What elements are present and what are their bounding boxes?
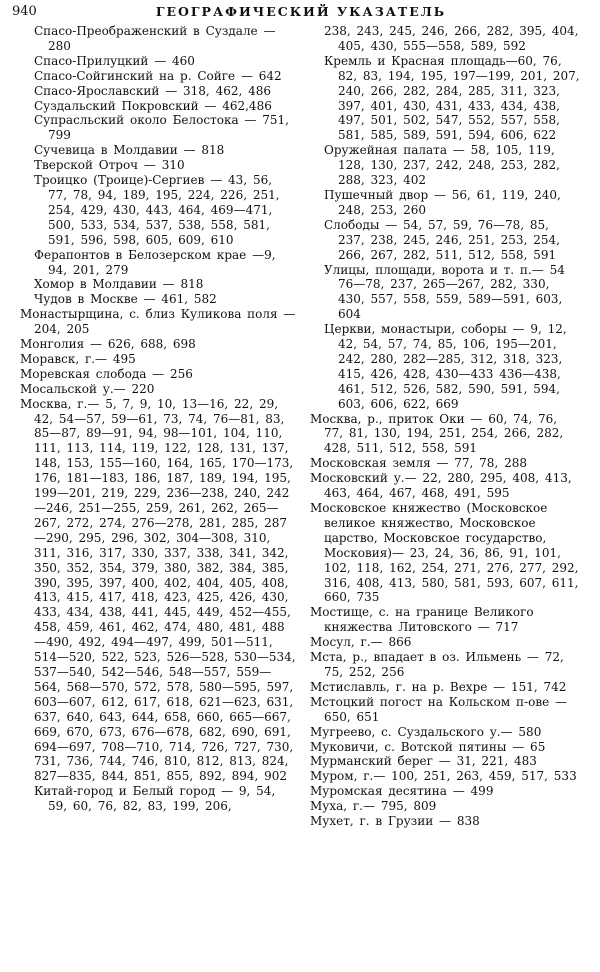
index-entry: Чудов в Москве — 461, 582 <box>34 292 217 307</box>
index-entry: Москва, г.— 5, 7, 9, 10, 13—16, 22, 29, 42, 54—57, 59—61, 73, 74, 76—81, 83, 85—87, 89—91, 94, 98—101, 104, 110, 111, 113, 114, 119, 122, 128, 131, 137, 148, 153, 155—160, 164, 165, 170—173, 176, 181—183, 186, 187, 189, 194, 195, 199—201, 219, 229, 236—238, 240, 242—246, 251—255, 259, 261, 262, 265—267, 272, 274, 276—278, 281, 285, 287—290, 295, 296, 302, 304—308, 310, 311, 316, 317, 330, 337, 338, 341, 342, 350, 352, 354, 379, 380, 382, 384, 385, 390, 395, 397, 400, 402, 404, 405, 408, 413, 415, 417, 418, 423, 425, 426, 430, 433, 434, 438, 441, 445, 449, 452—455, 458, 459, 461, 462, 474, 480, 481, 488—490, 492, 494—497, 499, 501—511, 514—520, 522, 523, 526—528, 530—534, 537—540, 542—546, 548—557, 559—564, 568—570, 572, 578, 580—595, 597, 603—607, 612, 617, 618, 621—623, 631, 637, 640, 643, 644, 658, 660, 665—667, 669, 670, 673, 676—678, 682, 690, 691, 694—697, 708—710, 714, 726, 727, 730, 731, 736, 744, 746, 810, 812, 813, 824, 827—835, 844, 851, 855, 892, 894, 902 <box>20 396 296 784</box>
index-entry: Пушечный двор — 56, 61, 119, 240, 248, 253, 260 <box>324 187 561 217</box>
index-entry: Муромская десятина — 499 <box>310 784 494 799</box>
index-entry: Моревская слобода — 256 <box>20 366 193 381</box>
index-entry: Мстоцкий погост на Кольском п-ове — 650, 651 <box>310 694 567 724</box>
page-number: 940 <box>12 4 37 19</box>
index-entry: Ферапонтов в Белозерском крае —9, 94, 201, 279 <box>34 247 276 277</box>
index-entry: Московская земля — 77, 78, 288 <box>310 456 527 471</box>
index-entry: Мосальской у.— 220 <box>20 381 155 396</box>
index-entry: Мостище, с. на границе Великого княжества Литовского — 717 <box>310 605 534 635</box>
index-entry: Слободы — 54, 57, 59, 76—78, 85, 237, 238, 245, 246, 251, 253, 254, 266, 267, 282, 511, 512, 558, 591 <box>324 217 560 262</box>
index-entry: Муковичи, с. Вотской пятины — 65 <box>310 739 546 754</box>
index-entry: Мурманский берег — 31, 221, 483 <box>310 754 537 769</box>
index-entry: Мстиславль, г. на р. Вехре — 151, 742 <box>310 679 567 694</box>
index-entry: Спасо-Ярославский — 318, 462, 486 <box>34 83 272 98</box>
index-entry: Мста, р., впадает в оз. Ильмень — 72, 75, 252, 256 <box>310 650 564 679</box>
index-entry: Муха, г.— 795, 809 <box>310 799 437 814</box>
index-column-right <box>310 24 580 964</box>
index-entry: Оружейная палата — 58, 105, 119, 128, 130, 237, 242, 248, 253, 282, 288, 323, 402 <box>324 143 560 188</box>
index-entry: Спасо-Преображенский в Суздале — 280 <box>34 24 276 53</box>
index-entry: Кремль и Красная площадь—60, 76, 82, 83, 194, 195, 197—199, 201, 207, 240, 266, 282, 284, 285, 311, 323, 397, 401, 430, 431, 433, 434, 438, 497, 501, 502, 547, 552, 557, 558, 581, 585, 589, 591, 594, 606, 622 <box>324 53 580 143</box>
index-entry: Московское княжество (Московское великое княжество, Московское царство, Московское государство, Московия)— 23, 24, 36, 86, 91, 101, 102, 118, 162, 254, 271, 276, 277, 292, 316, 408, 413, 580, 581, 593, 607, 611, 660, 735 <box>310 501 579 605</box>
index-entry: Монголия — 626, 688, 698 <box>20 337 196 352</box>
index-entry: Мосул, г.— 866 <box>310 635 412 650</box>
index-entry: Спасо-Прилуцкий — 460 <box>34 53 195 68</box>
index-entry: Церкви, монастыри, соборы — 9, 12, 42, 54, 57, 74, 85, 106, 195—201, 242, 280, 282—285, 312, 318, 323, 415, 426, 428, 430—433 436—438, 461, 512, 526, 582, 590, 591, 594, 603, 606, 622, 669 <box>324 322 567 411</box>
index-entry: Китай-город и Белый город — 9, 54, 59, 60, 76, 82, 83, 199, 206, <box>34 784 276 814</box>
index-entry: Супрасльский около Белостока — 751, 799 <box>34 113 289 143</box>
index-column-left <box>20 24 296 964</box>
index-entry: Муром, г.— 100, 251, 263, 459, 517, 533 <box>310 769 577 784</box>
index-entry: 238, 243, 245, 246, 266, 282, 395, 404, 405, 430, 555—558, 589, 592 <box>324 24 579 53</box>
index-entry: Москва, р., приток Оки — 60, 74, 76, 77, 81, 130, 194, 251, 254, 266, 282, 428, 511, 512, 558, 591 <box>310 411 564 456</box>
index-entry: Тверской Отроч — 310 <box>34 158 185 173</box>
page-header <box>10 4 592 26</box>
index-entry: Суздальский Покровский — 462,486 <box>34 98 272 113</box>
index-entry: Московский у.— 22, 280, 295, 408, 413, 463, 464, 467, 468, 491, 595 <box>310 471 572 501</box>
index-entry: Мухет, г. в Грузии — 838 <box>310 814 480 829</box>
index-entry: Хомор в Молдавии — 818 <box>34 277 204 292</box>
index-entry: Троицко (Троице)-Сергиев — 43, 56, 77, 78, 94, 189, 195, 224, 226, 251, 254, 429, 430, 443, 464, 469—471, 500, 533, 534, 537, 538, 558, 581, 591, 596, 598, 605, 609, 610 <box>34 173 280 247</box>
index-entry: Моравск, г.— 495 <box>20 351 136 366</box>
index-entry: Улицы, площади, ворота и т. п.— 54 76—78, 237, 265—267, 282, 330, 430, 557, 558, 559, 589—591, 603, 604 <box>324 262 565 322</box>
index-entry: Сучевица в Молдавии — 818 <box>34 143 225 158</box>
index-entry: Мугреево, с. Суздальского у.— 580 <box>310 724 542 739</box>
index-entry: Спасо-Сойгинский на р. Сойге — 642 <box>34 68 282 83</box>
index-entry: Монастырщина, с. близ Куликова поля — 204, 205 <box>20 307 296 337</box>
page-title: ГЕОГРАФИЧЕСКИЙ УКАЗАТЕЛЬ <box>155 4 447 19</box>
